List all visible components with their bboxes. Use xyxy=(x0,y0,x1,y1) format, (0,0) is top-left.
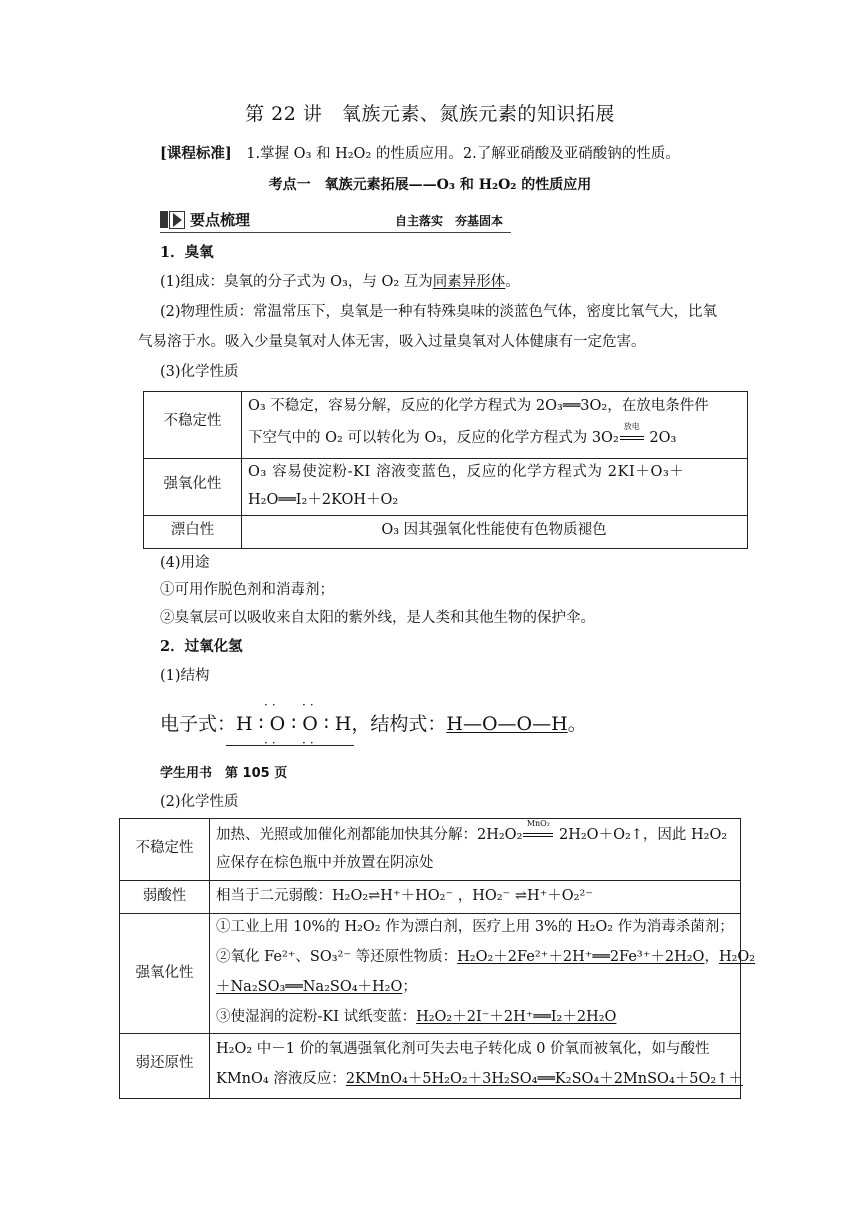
table-row-label: 强氧化性 xyxy=(135,965,194,981)
answer-allotrope: 同素异形体 xyxy=(432,274,506,290)
ozone-physical-line2: 气易溶于水。吸入少量臭氧对人体无害，吸入过量臭氧对人体健康有一定危害。 xyxy=(138,334,646,350)
structure-formula: H—O—O—H xyxy=(446,713,568,735)
table-row-label: 不稳定性 xyxy=(163,413,222,429)
table-row-label: 不稳定性 xyxy=(135,840,194,856)
table-row-label: 弱酸性 xyxy=(142,888,187,904)
peroxide-structure-heading: (1)结构 xyxy=(160,668,210,684)
banner-subtitle: 自主落实 夯基固本 xyxy=(394,214,503,228)
table-cell: O₃ 容易使淀粉-KI 溶液变蓝色，反应的化学方程式为 2KI＋O₃＋ xyxy=(248,464,685,480)
table-cell: O₃ 不稳定，容易分解，反应的化学方程式为 2O₃══3O₂，在放电条件件 xyxy=(248,398,709,414)
ozone-physical-line1: (2)物理性质：常温常压下，臭氧是一种有特殊臭味的淡蓝色气体，密度比氧气大，比氧 xyxy=(160,304,718,320)
answer-equation: H₂O₂＋2I⁻＋2H⁺══I₂＋2H₂O xyxy=(416,1009,617,1025)
table-cell: KMnO₄ 溶液反应：2KMnO₄＋5H₂O₂＋3H₂SO₄══K₂SO₄＋2MnSO₄＋5O₂↑＋ xyxy=(216,1071,743,1087)
peroxide-chem-heading: (2)化学性质 xyxy=(160,794,239,810)
lone-pair-dots-icon: ·· xyxy=(264,698,280,712)
section-heading: 考点一 氧族元素拓展——O₃ 和 H₂O₂ 的性质应用 xyxy=(268,177,592,193)
table-row-label: 弱还原性 xyxy=(135,1055,194,1071)
electron-formula-label: 电子式： xyxy=(160,713,237,735)
standard-text: 1.掌握 O₃ 和 H₂O₂ 的性质应用。2.了解亚硝酸及亚硝酸钠的性质。 xyxy=(231,146,680,162)
banner-title: 要点梳理 xyxy=(190,211,251,229)
answer-underline xyxy=(226,745,354,746)
table-cell: 下空气中的 O₂ 可以转化为 O₃，反应的化学方程式为 3O₂ 放电 2O₃ xyxy=(248,428,676,448)
peroxide-heading: 2．过氧化氢 xyxy=(160,638,243,655)
table-row-label: 漂白性 xyxy=(170,522,215,538)
ozone-property-table xyxy=(143,391,748,549)
standard-label: [课程标准] xyxy=(160,145,232,162)
table-cell: 应保存在棕色瓶中并放置在阴凉处 xyxy=(216,855,434,871)
table-cell: H₂O══I₂＋2KOH＋O₂ xyxy=(248,492,399,508)
ozone-chem-heading: (3)化学性质 xyxy=(160,364,239,380)
table-cell: H₂O₂ 中－1 价的氧遇强氧化剂可失去电子转化成 0 价氧而被氧化，如与酸性 xyxy=(216,1041,710,1057)
answer-equation: H₂O₂＋2Fe²⁺＋2H⁺══2Fe³⁺＋2H₂O xyxy=(457,949,705,965)
lone-pair-dots-icon: ·· xyxy=(302,736,318,750)
key-points-banner xyxy=(160,208,511,233)
table-row-label: 强氧化性 xyxy=(163,476,222,492)
banner-triangle-icon xyxy=(173,213,182,227)
peroxide-property-table xyxy=(119,818,756,1099)
book-reference: 学生用书 第 105 页 xyxy=(160,766,288,781)
reaction-condition: 放电 xyxy=(623,422,640,431)
table-cell: O₃ 因其强氧化性能使有色物质褪色 xyxy=(381,522,607,538)
table-cell: 加热、光照或加催化剂都能加快其分解：2H₂O₂ MnO₂ 2H₂O＋O₂↑，因此 H₂O₂ xyxy=(216,825,727,845)
ozone-use-1: ①可用作脱色剂和消毒剂； xyxy=(160,582,334,598)
table-cell: 相当于二元弱酸：H₂O₂⇌H⁺＋HO₂⁻ ，HO₂⁻ ⇌H⁺＋O₂²⁻ xyxy=(216,888,593,904)
electron-formula: H ∶ O ∶ O ∶ H xyxy=(236,713,352,735)
structure-formula-label: ，结构式： xyxy=(351,713,447,735)
electron-formula-line: ·· ·· 电子式：H ∶ O ∶ O ∶ H，结构式：H—O—O—H。 ·· ·· xyxy=(160,698,587,750)
lone-pair-dots-icon: ·· xyxy=(264,736,280,750)
ozone-use-heading: (4)用途 xyxy=(160,555,210,571)
ozone-use-2: ②臭氧层可以吸收来自太阳的紫外线，是人类和其他生物的保护伞。 xyxy=(160,610,595,626)
answer-equation: 2KMnO₄＋5H₂O₂＋3H₂SO₄══K₂SO₄＋2MnSO₄＋5O₂↑＋ xyxy=(345,1071,743,1087)
table-cell: ③使湿润的淀粉-KI 试纸变蓝：H₂O₂＋2I⁻＋2H⁺══I₂＋2H₂O xyxy=(216,1009,617,1025)
answer-equation: H₂O₂ xyxy=(718,949,756,965)
answer-equation: ＋Na₂SO₃══Na₂SO₄＋H₂O xyxy=(216,979,403,995)
ozone-composition: (1)组成：臭氧的分子式为 O₃，与 O₂ 互为同素异形体。 xyxy=(160,274,520,290)
lone-pair-dots-icon: ·· xyxy=(302,698,318,712)
course-standard xyxy=(160,144,680,164)
table-cell: ①工业上用 10%的 H₂O₂ 作为漂白剂，医疗上用 3%的 H₂O₂ 作为消毒杀菌剂； xyxy=(216,919,734,935)
reaction-condition: MnO₂ xyxy=(526,819,550,828)
page-title: 第 22 讲 氧族元素、氮族元素的知识拓展 xyxy=(245,103,615,125)
banner-bar-icon xyxy=(160,211,168,228)
table-cell: ＋Na₂SO₃══Na₂SO₄＋H₂O； xyxy=(216,979,417,995)
ozone-heading: 1．臭氧 xyxy=(160,244,214,261)
table-cell: ②氧化 Fe²⁺、SO₃²⁻ 等还原性物质：H₂O₂＋2Fe²⁺＋2H⁺══2Fe³⁺＋2H₂O，H₂O₂ xyxy=(216,949,756,965)
